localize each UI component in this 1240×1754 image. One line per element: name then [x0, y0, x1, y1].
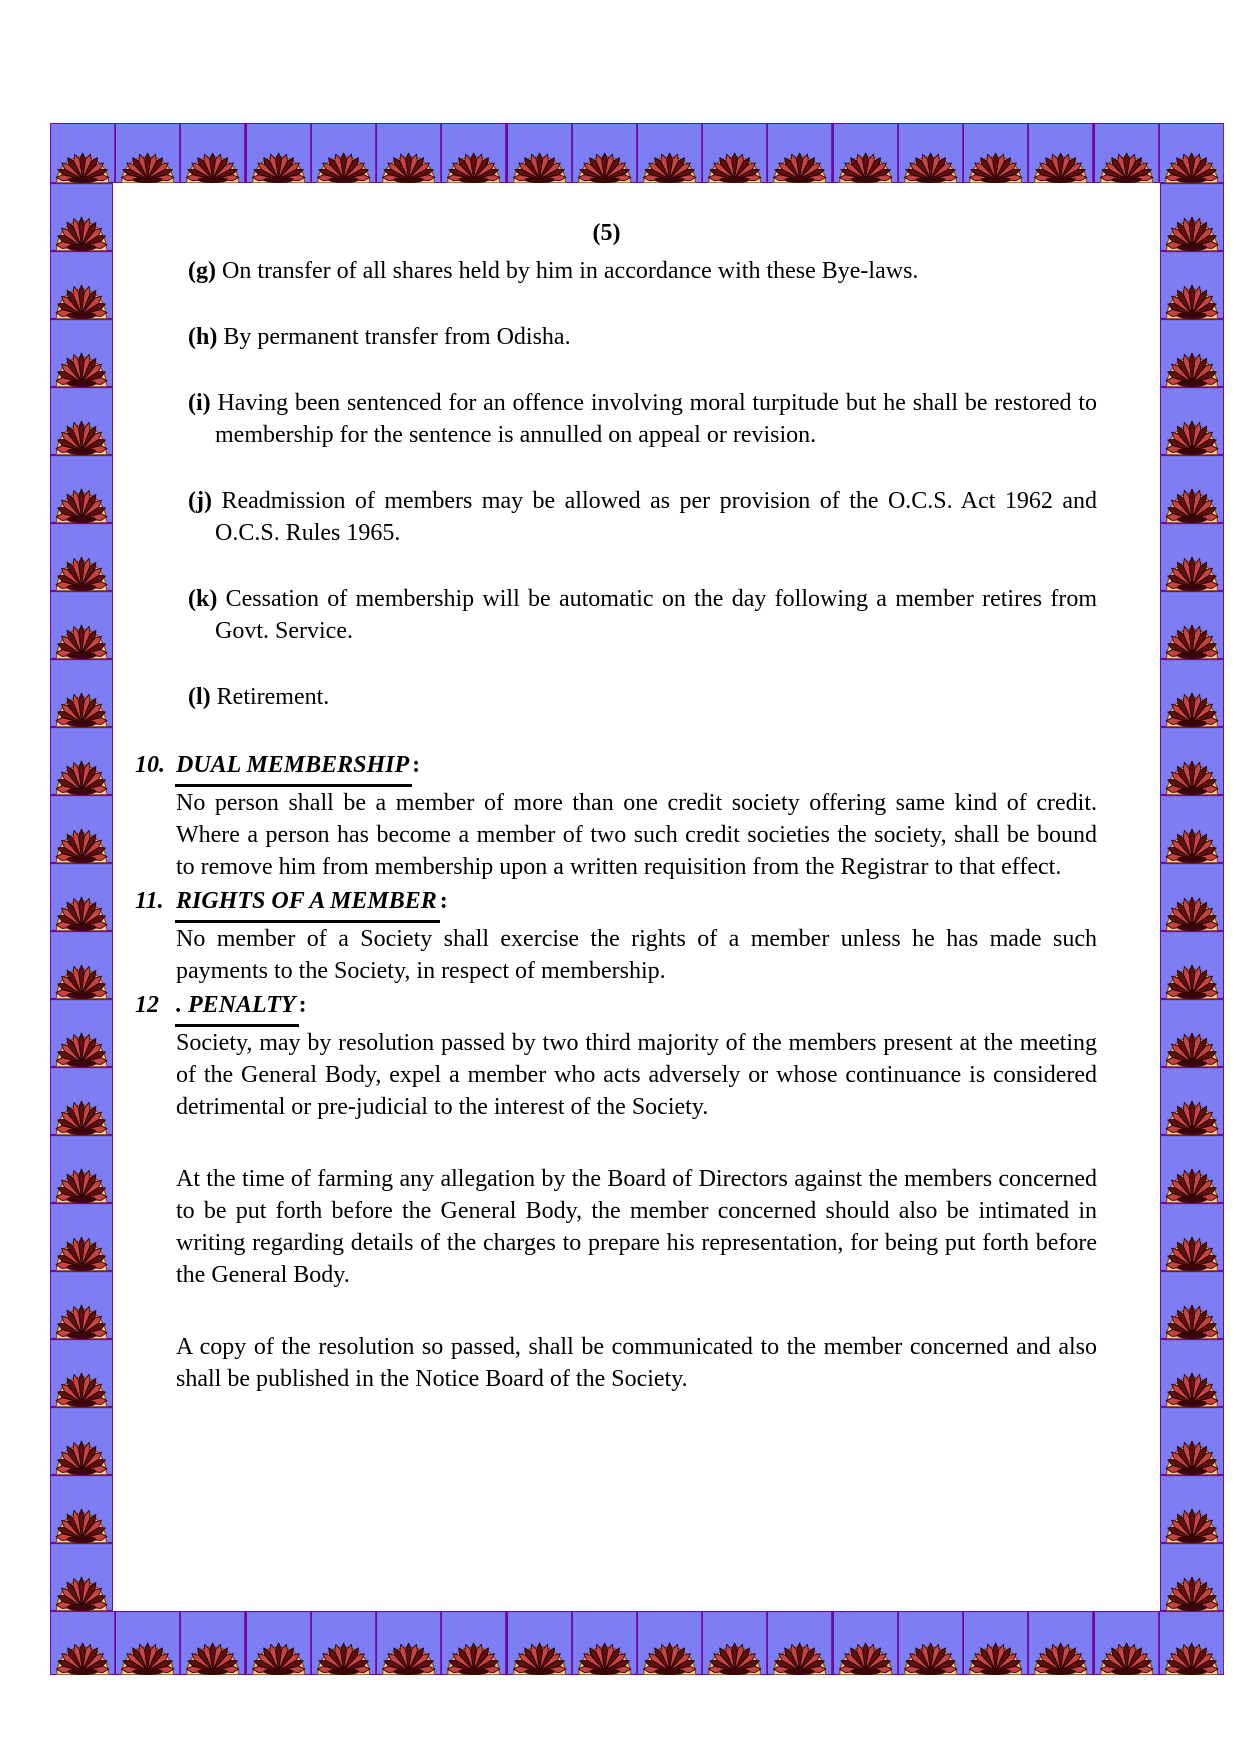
fan-motif-icon	[50, 523, 113, 591]
border-tile	[50, 455, 113, 523]
border-tile	[50, 1203, 113, 1271]
section-heading	[135, 987, 1097, 1027]
border-tile	[1160, 659, 1224, 727]
fan-motif-icon	[180, 1611, 245, 1675]
border-tile	[441, 123, 506, 183]
border-left-column	[50, 183, 113, 1611]
fan-motif-icon	[1160, 1067, 1224, 1135]
border-tile	[1159, 123, 1224, 183]
list-item	[188, 583, 1097, 647]
fan-motif-icon	[50, 999, 113, 1067]
list-item	[188, 321, 1097, 353]
border-tile	[702, 1611, 767, 1675]
fan-motif-icon	[1159, 123, 1224, 183]
section-paragraph: No person shall be a member of more than one credit society offering same kind of credit. Where a person has become a member of two such credit societies the society, shall be bound to remove him from membership upon a written requisition from the Registrar to that effect.	[176, 790, 1097, 880]
section-title-suffix: :	[298, 992, 307, 1018]
list-item	[188, 255, 1097, 287]
border-tile	[1160, 1271, 1224, 1339]
fan-motif-icon	[1159, 1611, 1224, 1675]
border-tile	[1160, 1135, 1224, 1203]
border-tile	[311, 1611, 376, 1675]
fan-motif-icon	[1094, 123, 1159, 183]
border-tile	[50, 1067, 113, 1135]
list-item	[188, 681, 1097, 713]
section-paragraph: Society, may by resolution passed by two third majority of the members present at the meeting of the General Body, expel a member who acts adversely or whose continuance is considered detrimental or pre-judicial to the interest of the Society.	[176, 1030, 1097, 1120]
border-tile	[1160, 1067, 1224, 1135]
border-tile	[1160, 1203, 1224, 1271]
border-tile	[50, 1135, 113, 1203]
fan-motif-icon	[311, 123, 376, 183]
border-tile	[246, 1611, 311, 1675]
fan-motif-icon	[50, 123, 115, 183]
border-tile	[1028, 1611, 1093, 1675]
fan-motif-icon	[1160, 1203, 1224, 1271]
border-tile	[572, 1611, 637, 1675]
section-paragraph: At the time of farming any allegation by the Board of Directors against the members concerned to be put forth before the General Body, the member concerned should also be intimated in writing regarding details of the charges to prepare his representation, for being put forth before the General Body.	[176, 1166, 1097, 1288]
section-rights-of-a-member	[135, 883, 1097, 987]
fan-motif-icon	[1160, 659, 1224, 727]
border-tile	[1028, 123, 1093, 183]
fan-motif-icon	[898, 123, 963, 183]
border-tile	[50, 1611, 115, 1675]
fan-motif-icon	[50, 659, 113, 727]
border-tile	[833, 123, 898, 183]
border-tile	[898, 123, 963, 183]
border-tile	[50, 123, 115, 183]
fan-motif-icon	[50, 1067, 113, 1135]
border-tile	[963, 1611, 1028, 1675]
border-tile	[441, 1611, 506, 1675]
list-item-label: (g)	[188, 258, 216, 284]
fan-motif-icon	[637, 123, 702, 183]
fan-motif-icon	[833, 123, 898, 183]
fan-motif-icon	[115, 1611, 180, 1675]
fan-motif-icon	[507, 1611, 572, 1675]
border-tile	[1160, 251, 1224, 319]
fan-motif-icon	[50, 727, 113, 795]
fan-motif-icon	[1160, 1543, 1224, 1611]
fan-motif-icon	[1160, 183, 1224, 251]
fan-motif-icon	[1160, 863, 1224, 931]
fan-motif-icon	[50, 1203, 113, 1271]
page-content	[113, 183, 1160, 1610]
fan-motif-icon	[833, 1611, 898, 1675]
border-tile	[507, 1611, 572, 1675]
border-tile	[180, 123, 245, 183]
fan-motif-icon	[1160, 319, 1224, 387]
border-tile	[1160, 1475, 1224, 1543]
section-title-suffix: :	[439, 888, 448, 914]
fan-motif-icon	[180, 123, 245, 183]
border-tile	[833, 1611, 898, 1675]
list-item	[188, 485, 1097, 549]
border-tile	[180, 1611, 245, 1675]
fan-motif-icon	[1160, 1135, 1224, 1203]
border-tile	[50, 999, 113, 1067]
border-tile	[50, 591, 113, 659]
fan-motif-icon	[50, 183, 113, 251]
border-tile	[1160, 863, 1224, 931]
fan-motif-icon	[637, 1611, 702, 1675]
border-tile	[50, 863, 113, 931]
border-tile	[1160, 183, 1224, 251]
section-number: 11.	[135, 888, 164, 914]
border-tile	[1094, 1611, 1159, 1675]
fan-motif-icon	[1160, 251, 1224, 319]
section-number: 10.	[135, 752, 165, 778]
list-item-label: (i)	[188, 390, 211, 416]
fan-motif-icon	[1160, 999, 1224, 1067]
border-tile	[1160, 387, 1224, 455]
fan-motif-icon	[1028, 123, 1093, 183]
fan-motif-icon	[1028, 1611, 1093, 1675]
fan-motif-icon	[702, 1611, 767, 1675]
section-heading	[135, 883, 1097, 923]
section-number: 12	[135, 992, 159, 1018]
fan-motif-icon	[50, 319, 113, 387]
border-tile	[1160, 727, 1224, 795]
fan-motif-icon	[246, 123, 311, 183]
fan-motif-icon	[441, 1611, 506, 1675]
border-tile	[50, 795, 113, 863]
fan-motif-icon	[1160, 1407, 1224, 1475]
border-tile	[376, 1611, 441, 1675]
border-tile	[1160, 795, 1224, 863]
fan-motif-icon	[50, 795, 113, 863]
fan-motif-icon	[702, 123, 767, 183]
section-heading	[135, 747, 1097, 787]
fan-motif-icon	[50, 1611, 115, 1675]
border-tile	[1160, 1339, 1224, 1407]
list-item-text: On transfer of all shares held by him in accordance with these Bye-laws.	[221, 258, 919, 284]
section-dual-membership	[135, 747, 1097, 883]
fan-motif-icon	[572, 1611, 637, 1675]
border-tile	[1160, 1407, 1224, 1475]
border-tile	[50, 1339, 113, 1407]
border-right-column	[1160, 183, 1224, 1611]
list-item-text: Cessation of membership will be automatic on the day following a member retires from Govt. Service.	[215, 586, 1098, 644]
border-tile	[50, 659, 113, 727]
fan-motif-icon	[1094, 1611, 1159, 1675]
border-tile	[1160, 591, 1224, 659]
section-title: DUAL MEMBERSHIP	[175, 747, 412, 787]
list-item-label: (h)	[188, 324, 218, 350]
border-tile	[50, 319, 113, 387]
fan-motif-icon	[376, 1611, 441, 1675]
border-tile	[572, 123, 637, 183]
list-item	[188, 387, 1097, 451]
border-tile	[1160, 999, 1224, 1067]
fan-motif-icon	[376, 123, 441, 183]
fan-motif-icon	[572, 123, 637, 183]
list-item-label: (l)	[188, 684, 211, 710]
border-tile	[50, 251, 113, 319]
border-tile	[311, 123, 376, 183]
section-penalty	[135, 987, 1097, 1395]
border-tile	[1160, 523, 1224, 591]
border-tile	[1160, 931, 1224, 999]
border-tile	[50, 523, 113, 591]
border-tile	[1160, 1543, 1224, 1611]
fan-motif-icon	[311, 1611, 376, 1675]
fan-motif-icon	[50, 455, 113, 523]
list-item-text: Having been sentenced for an offence involving moral turpitude but he shall be restored to membership for the sentence is annulled on appeal or revision.	[215, 390, 1097, 448]
border-tile	[50, 727, 113, 795]
border-tile	[50, 1407, 113, 1475]
border-tile	[1159, 1611, 1224, 1675]
border-tile	[115, 1611, 180, 1675]
fan-motif-icon	[1160, 591, 1224, 659]
fan-motif-icon	[1160, 931, 1224, 999]
border-tile	[637, 1611, 702, 1675]
fan-motif-icon	[50, 1475, 113, 1543]
fan-motif-icon	[50, 863, 113, 931]
border-tile	[767, 123, 832, 183]
list-item-label: (j)	[188, 488, 212, 514]
fan-motif-icon	[1160, 795, 1224, 863]
border-tile	[637, 123, 702, 183]
border-tile	[963, 123, 1028, 183]
border-tile	[50, 183, 113, 251]
border-tile	[50, 1271, 113, 1339]
border-tile	[246, 123, 311, 183]
list-item-text: Retirement.	[216, 684, 330, 710]
fan-motif-icon	[50, 1135, 113, 1203]
fan-motif-icon	[50, 591, 113, 659]
fan-motif-icon	[115, 123, 180, 183]
section-title: . PENALTY	[175, 987, 299, 1027]
fan-motif-icon	[1160, 387, 1224, 455]
fan-motif-icon	[50, 931, 113, 999]
section-paragraph: No member of a Society shall exercise the rights of a member unless he has made such payments to the Society, in respect of membership.	[176, 926, 1097, 984]
border-bottom-row	[50, 1611, 1224, 1675]
section-title: RIGHTS OF A MEMBER	[175, 883, 440, 923]
border-top-row	[50, 123, 1224, 183]
fan-motif-icon	[50, 387, 113, 455]
border-tile	[115, 123, 180, 183]
border-tile	[1160, 319, 1224, 387]
fan-motif-icon	[1160, 455, 1224, 523]
border-tile	[507, 123, 572, 183]
section-paragraph: A copy of the resolution so passed, shall be communicated to the member concerned and also shall be published in the Notice Board of the Society.	[176, 1334, 1097, 1392]
fan-motif-icon	[963, 123, 1028, 183]
fan-motif-icon	[1160, 523, 1224, 591]
fan-motif-icon	[50, 1339, 113, 1407]
page-number: (5)	[592, 220, 621, 246]
fan-motif-icon	[1160, 1339, 1224, 1407]
border-tile	[1094, 123, 1159, 183]
fan-motif-icon	[1160, 1475, 1224, 1543]
fan-motif-icon	[963, 1611, 1028, 1675]
border-tile	[376, 123, 441, 183]
border-tile	[50, 387, 113, 455]
fan-motif-icon	[50, 1543, 113, 1611]
border-tile	[50, 1475, 113, 1543]
fan-motif-icon	[767, 123, 832, 183]
border-tile	[50, 1543, 113, 1611]
fan-motif-icon	[441, 123, 506, 183]
fan-motif-icon	[246, 1611, 311, 1675]
border-tile	[50, 931, 113, 999]
fan-motif-icon	[50, 1271, 113, 1339]
list-item-label: (k)	[188, 586, 218, 612]
list-item-text: By permanent transfer from Odisha.	[223, 324, 571, 350]
fan-motif-icon	[898, 1611, 963, 1675]
border-tile	[1160, 455, 1224, 523]
fan-motif-icon	[767, 1611, 832, 1675]
section-title-suffix: :	[412, 752, 421, 778]
border-tile	[702, 123, 767, 183]
fan-motif-icon	[507, 123, 572, 183]
fan-motif-icon	[50, 1407, 113, 1475]
fan-motif-icon	[1160, 1271, 1224, 1339]
border-tile	[898, 1611, 963, 1675]
border-tile	[767, 1611, 832, 1675]
fan-motif-icon	[1160, 727, 1224, 795]
list-item-text: Readmission of members may be allowed as per provision of the O.C.S. Act 1962 and O.C.S. Rules 1965.	[215, 488, 1098, 546]
fan-motif-icon	[50, 251, 113, 319]
